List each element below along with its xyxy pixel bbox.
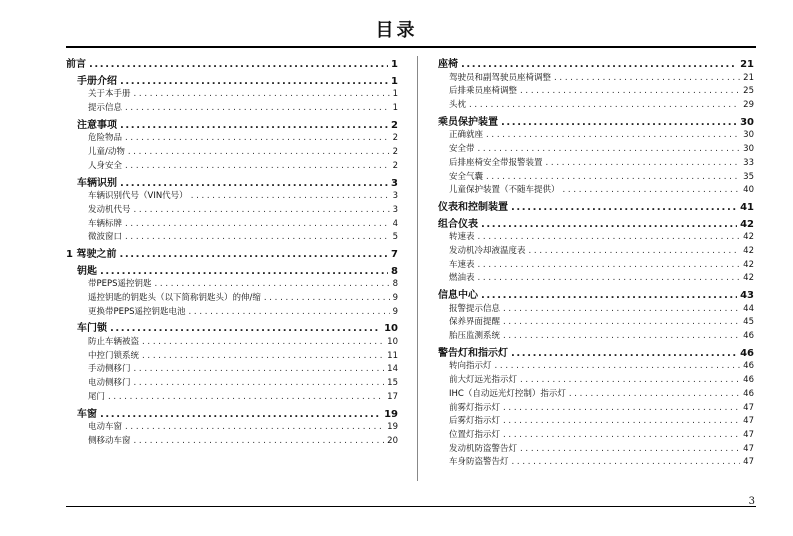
toc-entry-page: 9 <box>392 293 398 303</box>
toc-entry-title: 手册介绍 <box>77 75 117 87</box>
dot-leader <box>503 402 740 416</box>
toc-entry-title: 侧移动车窗 <box>88 435 131 446</box>
toc-entry[interactable] <box>66 177 398 191</box>
dot-leader <box>89 58 388 72</box>
toc-entry-page: 45 <box>743 317 754 328</box>
toc-entry[interactable] <box>438 99 754 113</box>
toc-entry-title: 车门锁 <box>77 323 107 335</box>
toc-entry-page: 9 <box>392 306 398 317</box>
toc-entry-page: 21 <box>743 72 754 83</box>
toc-entry[interactable] <box>438 143 754 157</box>
toc-entry-page: 40 <box>743 185 754 196</box>
toc-entry-title: 车窗 <box>77 408 97 420</box>
toc-entry-title: 安全带 <box>449 144 475 155</box>
toc-entry-title: 提示信息 <box>88 103 123 114</box>
dot-leader <box>511 201 737 215</box>
toc-entry-title: 发动机防盗警告灯 <box>449 443 518 454</box>
toc-entry[interactable] <box>438 443 754 457</box>
dot-leader <box>120 119 388 133</box>
toc-entry[interactable] <box>66 204 398 218</box>
bottom-rule <box>66 506 756 507</box>
top-rule <box>66 46 756 48</box>
dot-leader <box>511 347 737 361</box>
toc-entry[interactable] <box>438 456 754 470</box>
dot-leader <box>264 292 390 306</box>
toc-entry-page: 2 <box>391 119 398 131</box>
toc-entry-page: 42 <box>743 232 754 243</box>
toc-entry[interactable] <box>66 336 398 350</box>
toc-entry[interactable] <box>66 363 398 377</box>
toc-entry-title: 发动机代号 <box>88 204 131 215</box>
toc-entry-page: 11 <box>387 350 398 361</box>
toc-entry-page: 20 <box>387 435 398 446</box>
toc-entry-title: 后排座椅安全带报警装置 <box>449 157 543 168</box>
toc-entry-page: 1 <box>392 103 398 114</box>
toc-entry-page: 29 <box>743 100 754 111</box>
dot-leader <box>503 415 740 429</box>
toc-entry-page: 3 <box>392 191 398 202</box>
toc-entry-page: 14 <box>387 364 398 375</box>
page-number: 3 <box>748 496 755 507</box>
dot-leader <box>554 72 740 86</box>
toc-entry-title: 警告灯和指示灯 <box>438 347 508 359</box>
toc-entry[interactable] <box>438 245 754 259</box>
toc-entry-title: 后排乘员座椅调整 <box>449 86 518 97</box>
toc-entry-page: 17 <box>387 391 398 402</box>
toc-entry-title: 电动侧移门 <box>88 378 131 389</box>
toc-entry[interactable] <box>438 184 754 198</box>
toc-entry[interactable] <box>66 377 398 391</box>
dot-leader <box>481 289 737 303</box>
dot-leader <box>142 350 384 364</box>
toc-entry-page: 42 <box>743 259 754 270</box>
dot-leader <box>110 322 381 336</box>
toc-entry-title: 胎压监测系统 <box>449 331 501 342</box>
toc-entry[interactable] <box>66 218 398 232</box>
dot-leader <box>108 391 384 405</box>
toc-entry-page: 1 <box>391 75 398 87</box>
toc-entry-title: 保养界面提醒 <box>449 317 501 328</box>
toc-entry[interactable] <box>438 259 754 273</box>
dot-leader <box>512 456 741 470</box>
toc-entry-title: 遥控钥匙的钥匙头（以下简称钥匙头）的伸/缩 <box>88 293 261 303</box>
toc-entry-title: 车速表 <box>449 259 475 270</box>
toc-entry-title: 报警提示信息 <box>449 303 501 314</box>
toc-entry-page: 43 <box>740 290 754 301</box>
toc-entry-page: 47 <box>743 416 754 427</box>
toc-entry-title: 车辆识别 <box>77 177 117 189</box>
toc-entry-title: 安全气囊 <box>449 171 484 182</box>
toc-entry-page: 47 <box>743 457 754 468</box>
dot-leader <box>546 157 741 171</box>
toc-entry-page: 2 <box>392 133 398 144</box>
toc-entry[interactable] <box>438 129 754 143</box>
dot-leader <box>529 245 741 259</box>
toc-entry[interactable] <box>438 72 754 86</box>
toc-entry[interactable] <box>66 102 398 116</box>
dot-leader <box>461 58 737 72</box>
toc-entry[interactable] <box>66 248 398 262</box>
toc-entry[interactable] <box>438 218 754 232</box>
toc-entry-title: 微波窗口 <box>88 232 123 243</box>
toc-entry-title: 前言 <box>66 59 86 70</box>
dot-leader <box>503 303 740 317</box>
page-title: 目录 <box>375 20 418 41</box>
toc-entry-title: 转速表 <box>449 232 475 243</box>
toc-entry[interactable] <box>438 85 754 99</box>
toc-entry[interactable] <box>66 75 398 89</box>
toc-entry[interactable] <box>438 330 754 344</box>
toc-entry[interactable] <box>438 360 754 374</box>
toc-entry-title: 危险物品 <box>88 133 123 144</box>
dot-leader <box>495 360 741 374</box>
toc-entry[interactable] <box>66 88 398 102</box>
toc-entry-title: 尾门 <box>88 391 106 402</box>
toc-entry-page: 42 <box>743 245 754 256</box>
dot-leader <box>469 99 740 113</box>
toc-entry[interactable] <box>66 391 398 405</box>
toc-entry-page: 10 <box>387 337 398 348</box>
dot-leader <box>100 265 388 279</box>
toc-entry-page: 8 <box>391 265 398 277</box>
toc-entry-page: 46 <box>740 347 754 359</box>
toc-entry[interactable] <box>438 429 754 443</box>
dot-leader <box>125 160 390 174</box>
toc-entry-page: 3 <box>391 177 398 189</box>
toc-entry[interactable] <box>66 160 398 174</box>
dot-leader <box>189 306 390 320</box>
dot-leader <box>478 231 741 245</box>
dot-leader <box>481 218 737 232</box>
toc-entry-title: 钥匙 <box>77 265 97 277</box>
toc-entry-page: 47 <box>743 429 754 440</box>
toc-entry[interactable] <box>438 402 754 416</box>
toc-entry-title: 中控门锁系统 <box>88 350 140 361</box>
toc-entry-page: 2 <box>392 147 398 158</box>
toc-entry-page: 15 <box>387 378 398 389</box>
toc-entry-title: 注意事项 <box>77 119 117 131</box>
toc-entry-title: 车辆识别代号（VIN代号） <box>88 191 188 202</box>
column-divider <box>417 56 418 481</box>
dot-leader <box>125 218 390 232</box>
toc-entry-page: 21 <box>740 59 754 70</box>
toc-entry-title: 头枕 <box>449 100 467 111</box>
dot-leader <box>125 102 390 116</box>
dot-leader <box>119 248 388 262</box>
dot-leader <box>503 316 740 330</box>
toc-entry-page: 8 <box>392 279 398 290</box>
dot-leader <box>155 278 390 292</box>
dot-leader <box>503 429 740 443</box>
toc-entry-page: 25 <box>743 86 754 97</box>
toc-entry-page: 2 <box>392 160 398 171</box>
dot-leader <box>125 231 390 245</box>
toc-entry-page: 30 <box>743 144 754 155</box>
toc-entry-title: 组合仪表 <box>438 218 478 230</box>
toc-entry-page: 46 <box>743 331 754 342</box>
toc-right-column <box>438 58 754 470</box>
toc-entry-page: 46 <box>743 388 754 399</box>
dot-leader <box>520 85 740 99</box>
toc-entry-page: 35 <box>743 171 754 182</box>
toc-entry-title: 信息中心 <box>438 290 478 301</box>
toc-entry-page: 47 <box>743 402 754 413</box>
toc-entry[interactable] <box>66 322 398 336</box>
toc-entry-page: 7 <box>391 248 398 260</box>
toc-entry-page: 46 <box>743 375 754 386</box>
toc-entry-title: 后雾灯指示灯 <box>449 416 501 427</box>
dot-leader <box>520 374 740 388</box>
toc-entry-title: 电动车窗 <box>88 422 123 433</box>
dot-leader <box>478 143 741 157</box>
toc-entry[interactable] <box>438 374 754 388</box>
dot-leader <box>563 184 741 198</box>
toc-entry[interactable] <box>66 435 398 449</box>
toc-entry-page: 1 <box>391 59 398 70</box>
toc-entry[interactable] <box>438 347 754 361</box>
toc-entry-page: 42 <box>743 273 754 284</box>
dot-leader <box>503 330 740 344</box>
dot-leader <box>501 116 737 130</box>
toc-entry-title: 位置灯指示灯 <box>449 429 501 440</box>
toc-entry-page: 4 <box>392 218 398 229</box>
toc-entry-page: 3 <box>392 204 398 215</box>
toc-entry-page: 5 <box>392 232 398 243</box>
toc-entry-page: 19 <box>384 408 398 420</box>
dot-leader <box>486 171 740 185</box>
toc-entry-page: 1 <box>392 89 398 100</box>
toc-entry-title: 燃油表 <box>449 273 475 284</box>
toc-left-column <box>66 58 398 449</box>
toc-entry[interactable] <box>66 119 398 133</box>
dot-leader <box>125 421 384 435</box>
dot-leader <box>486 129 740 143</box>
dot-leader <box>134 204 390 218</box>
dot-leader <box>134 377 385 391</box>
toc-entry[interactable] <box>66 132 398 146</box>
toc-entry[interactable] <box>66 265 398 279</box>
dot-leader <box>128 146 390 160</box>
dot-leader <box>569 388 740 402</box>
toc-entry[interactable] <box>66 421 398 435</box>
toc-entry-title: 车辆标牌 <box>88 218 123 229</box>
toc-entry[interactable] <box>438 303 754 317</box>
toc-entry-title: 带PEPS遥控钥匙 <box>88 279 152 290</box>
toc-entry[interactable] <box>438 388 754 402</box>
toc-entry-title: 驾驶员和副驾驶员座椅调整 <box>449 72 552 83</box>
toc-entry[interactable] <box>438 58 754 72</box>
toc-entry-title: 前雾灯指示灯 <box>449 402 501 413</box>
toc-entry-title: 转向指示灯 <box>449 361 492 372</box>
toc-entry[interactable] <box>66 292 398 306</box>
toc-entry-page: 30 <box>743 130 754 141</box>
dot-leader <box>520 443 740 457</box>
dot-leader <box>120 177 388 191</box>
toc-entry[interactable] <box>66 58 398 72</box>
toc-entry-title: 儿童/动物 <box>88 147 125 158</box>
toc-entry-page: 33 <box>743 157 754 168</box>
toc-entry-title: 防止车辆被盗 <box>88 337 140 348</box>
toc-entry-page: 46 <box>743 361 754 372</box>
toc-entry-title: 正确就座 <box>449 130 484 141</box>
toc-entry[interactable] <box>438 171 754 185</box>
dot-leader <box>134 363 385 377</box>
toc-entry-title: 座椅 <box>438 59 458 70</box>
toc-entry[interactable] <box>66 350 398 364</box>
toc-entry-title: 1 驾驶之前 <box>66 248 117 260</box>
toc-entry-title: 人身安全 <box>88 160 123 171</box>
toc-entry[interactable] <box>66 231 398 245</box>
toc-entry-title: 手动侧移门 <box>88 364 131 375</box>
toc-entry-title: 发动机冷却液温度表 <box>449 245 526 256</box>
dot-leader <box>478 272 741 286</box>
toc-entry[interactable] <box>438 201 754 215</box>
dot-leader <box>478 259 741 273</box>
dot-leader <box>120 75 388 89</box>
toc-entry[interactable] <box>438 157 754 171</box>
toc-entry[interactable] <box>66 190 398 204</box>
dot-leader <box>191 190 390 204</box>
toc-entry[interactable] <box>438 272 754 286</box>
toc-entry[interactable] <box>438 289 754 303</box>
toc-entry-title: 仪表和控制装置 <box>438 201 508 213</box>
dot-leader <box>134 88 390 102</box>
toc-entry-page: 44 <box>743 303 754 314</box>
toc-entry-title: 前大灯远光指示灯 <box>449 375 518 386</box>
toc-entry-page: 30 <box>740 116 754 128</box>
toc-entry[interactable] <box>66 306 398 320</box>
toc-entry-page: 10 <box>384 323 398 335</box>
dot-leader <box>142 336 384 350</box>
toc-entry-title: 儿童保护装置（不随车提供） <box>449 185 560 196</box>
dot-leader <box>125 132 390 146</box>
toc-entry-page: 19 <box>387 422 398 433</box>
dot-leader <box>100 408 381 422</box>
toc-entry-page: 47 <box>743 443 754 454</box>
toc-entry[interactable] <box>438 415 754 429</box>
toc-entry-title: 更换带PEPS遥控钥匙电池 <box>88 306 186 317</box>
toc-entry[interactable] <box>66 146 398 160</box>
toc-entry-page: 42 <box>740 218 754 230</box>
toc-entry-title: 车身防盗警告灯 <box>449 457 509 468</box>
toc-entry[interactable] <box>438 231 754 245</box>
dot-leader <box>134 435 385 449</box>
toc-entry-page: 41 <box>740 201 754 213</box>
toc-entry-title: IHC（自动远光灯控制）指示灯 <box>449 388 566 399</box>
toc-entry-title: 关于本手册 <box>88 89 131 100</box>
toc-entry-title: 乘员保护装置 <box>438 116 498 128</box>
toc-entry[interactable] <box>66 408 398 422</box>
toc-entry[interactable] <box>438 316 754 330</box>
toc-entry[interactable] <box>66 278 398 292</box>
toc-entry[interactable] <box>438 116 754 130</box>
